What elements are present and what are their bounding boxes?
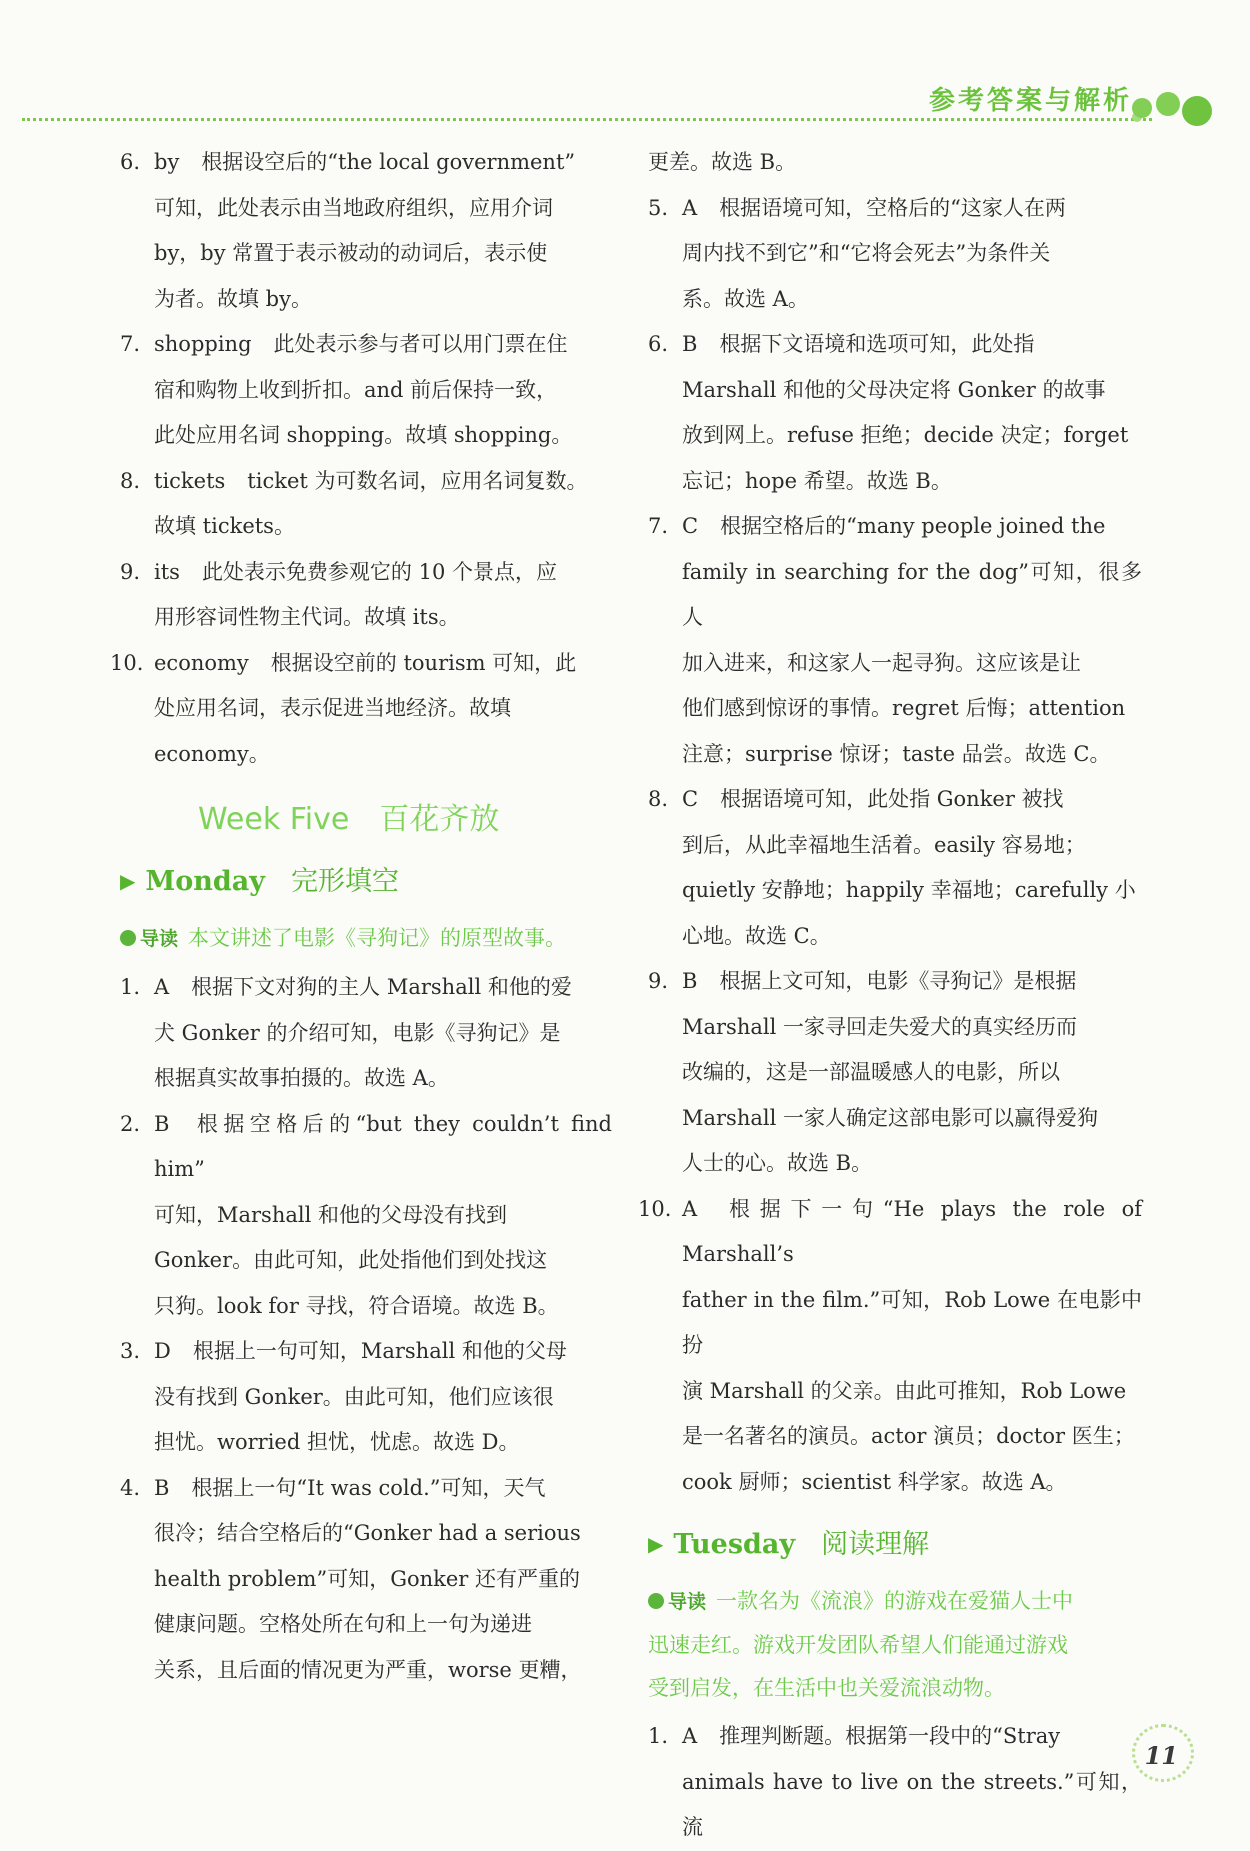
explanation-line: 是一名著名的演员。actor 演员；doctor 医生； — [682, 1424, 1135, 1448]
explanation-line: 关系，且后面的情况更为严重，worse 更糟， — [154, 1657, 582, 1682]
reading-guide-icon — [120, 930, 136, 946]
answer-item — [120, 459, 612, 550]
item-number: 7. — [120, 332, 141, 356]
guide-line: 迅速走红。游戏开发团队希望人们能通过游戏 — [648, 1633, 1068, 1658]
item-answer: A — [682, 1724, 698, 1749]
explanation-line: 没有找到 Gonker。由此可知，他们应该很 — [154, 1384, 554, 1409]
item-answer: A — [154, 975, 170, 1000]
answer-item — [110, 641, 612, 778]
explanation-line: 只狗。look for 寻找，符合语境。故选 B。 — [154, 1293, 559, 1318]
explanation-line: economy。 — [154, 741, 270, 766]
explanation-line: 改编的，这是一部温暖感人的电影，所以 — [682, 1060, 1060, 1084]
item-number: 8. — [648, 787, 669, 811]
explanation-line: by，by 常置于表示被动的动词后，表示使 — [154, 241, 548, 265]
explanation-line: 根据设空后的“the local government” — [201, 150, 576, 174]
answer-item — [648, 777, 1142, 959]
explanation-line: 可知，此处表示由当地政府组织，应用介词 — [154, 195, 553, 220]
tuesday-guide — [648, 1580, 1142, 1710]
decor-dot-icon — [1132, 98, 1152, 118]
explanation-line: Marshall 一家人确定这部电影可以赢得爱狗 — [682, 1105, 1098, 1130]
explanation-line: 根据真实故事拍摄的。故选 A。 — [154, 1066, 449, 1091]
explanation-line: 此处应用名词 shopping。故填 shopping。 — [154, 423, 573, 447]
explanation-line: 根据下文对狗的主人 Marshall 和他的爱 — [191, 975, 572, 1000]
explanation-line: ticket 为可数名词，应用名词复数。 — [247, 468, 588, 493]
item-number: 2. — [120, 1111, 141, 1136]
decor-dot-icon — [1156, 92, 1180, 116]
answer-item — [638, 1187, 1142, 1506]
explanation-line: 此处表示免费参观它的 10 个景点，应 — [201, 559, 558, 584]
item-answer: B — [682, 969, 698, 993]
explanation-line: 根据上文可知，电影《寻狗记》是根据 — [719, 969, 1077, 993]
item-number: 5. — [648, 195, 669, 220]
explanation-line: 根据下文语境和选项可知，此处指 — [719, 332, 1035, 356]
explanation-line: 演 Marshall 的父亲。由此可推知，Rob Lowe — [682, 1378, 1127, 1403]
item-answer: A — [682, 1196, 698, 1221]
answer-item — [648, 322, 1142, 504]
explanation-line: Marshall 和他的父母决定将 Gonker 的故事 — [682, 377, 1106, 402]
item-number: 9. — [648, 969, 669, 993]
triangle-icon: ▶ — [120, 869, 136, 893]
tuesday-heading — [648, 1523, 1142, 1566]
guide-label: 导读 — [668, 1591, 707, 1614]
item-number: 10. — [110, 650, 144, 675]
page-number: 11 — [1144, 1741, 1178, 1770]
left-column — [110, 140, 612, 1693]
answer-item — [648, 1714, 1142, 1851]
item-answer: A — [682, 195, 698, 220]
item-answer: tickets — [154, 468, 226, 493]
item-number: 1. — [648, 1724, 669, 1749]
explanation-line: 根据设空前的 tourism 可知，此 — [270, 650, 577, 675]
explanation-line: 根据下一句“He plays the role of Marshall’s — [682, 1196, 1142, 1266]
answer-item — [120, 1329, 612, 1466]
section-subtitle: 阅读理解 — [821, 1529, 930, 1560]
week-title: Week Five 百花齐放 — [198, 802, 500, 837]
answer-item — [120, 550, 612, 641]
monday-heading — [120, 860, 612, 903]
answer-item — [120, 965, 612, 1102]
explanation-line: 根据空格后的“many people joined the — [720, 514, 1106, 538]
item-answer: by — [154, 150, 180, 174]
explanation-line: 心地。故选 C。 — [682, 923, 831, 948]
item-number: 3. — [120, 1339, 141, 1364]
explanation-line: 根据上一句“It was cold.”可知，天气 — [191, 1475, 546, 1500]
guide-line: 一款名为《流浪》的游戏在爱猫人士中 — [716, 1589, 1074, 1614]
item-number: 9. — [120, 559, 141, 584]
explanation-line: 根据语境可知，空格后的“这家人在两 — [719, 195, 1066, 220]
explanation-line: 根据语境可知，此处指 Gonker 被找 — [720, 787, 1064, 811]
answer-item — [648, 959, 1142, 1187]
explanation-line: 周内找不到它”和“它将会死去”为条件关 — [682, 241, 1051, 265]
answer-item — [648, 186, 1142, 323]
right-column — [638, 140, 1142, 1851]
triangle-icon: ▶ — [648, 1532, 664, 1556]
item-answer: shopping — [154, 332, 252, 356]
explanation-line: 到后，从此幸福地生活着。easily 容易地； — [682, 832, 1086, 857]
explanation-line: 推理判断题。根据第一段中的“Stray — [719, 1724, 1061, 1749]
explanation-line: 人士的心。故选 B。 — [682, 1151, 873, 1175]
explanation-line: 他们感到惊讶的事情。regret 后悔；attention — [682, 696, 1126, 720]
answer-item — [120, 1102, 612, 1330]
item-answer: B — [154, 1111, 170, 1136]
explanation-line: 担忧。worried 担忧，忧虑。故选 D。 — [154, 1430, 520, 1455]
header-title: 参考答案与解析 — [928, 86, 1132, 116]
item-number: 4. — [120, 1475, 141, 1500]
item-answer: B — [154, 1475, 170, 1500]
explanation-line: 犬 Gonker 的介绍可知，电影《寻狗记》是 — [154, 1020, 561, 1045]
section-day: Tuesday — [673, 1529, 796, 1560]
answer-item — [120, 1466, 612, 1694]
item-answer: C — [682, 514, 699, 538]
answer-item — [120, 322, 612, 459]
guide-text: 本文讲述了电影《寻狗记》的原型故事。 — [188, 926, 567, 951]
guide-label: 导读 — [140, 928, 179, 951]
item-answer: economy — [154, 650, 249, 675]
explanation-line: 系。故选 A。 — [682, 286, 809, 311]
item-number: 10. — [638, 1196, 672, 1221]
item-number: 6. — [648, 332, 669, 356]
explanation-line: 加入进来，和这家人一起寻狗。这应该是让 — [682, 650, 1081, 675]
explanation-line: 很冷；结合空格后的“Gonker had a serious — [154, 1521, 581, 1546]
guide-line: 受到启发，在生活中也关爱流浪动物。 — [648, 1676, 1005, 1701]
explanation-line: 健康问题。空格处所在句和上一句为递进 — [154, 1612, 532, 1637]
item-answer: C — [682, 787, 699, 811]
item-answer: D — [154, 1339, 171, 1364]
explanation-line: family in searching for the dog”可知，很多人 — [682, 559, 1142, 629]
explanation-line: 用形容词性物主代词。故填 its。 — [154, 605, 460, 629]
explanation-line: animals have to live on the streets.”可知，流 — [682, 1769, 1142, 1840]
explanation-line: 注意；surprise 惊讶；taste 品尝。故选 C。 — [682, 741, 1111, 766]
explanation-line: quietly 安静地；happily 幸福地；carefully 小 — [682, 878, 1136, 902]
explanation-line: 宿和购物上收到折扣。and 前后保持一致， — [154, 377, 558, 402]
item-number: 1. — [120, 975, 141, 1000]
answer-item — [648, 504, 1142, 777]
explanation-line: cook 厨师；scientist 科学家。故选 A。 — [682, 1469, 1067, 1494]
explanation-line: father in the film.”可知，Rob Lowe 在电影中扮 — [682, 1287, 1142, 1357]
reading-guide-icon — [648, 1593, 664, 1609]
explanation-line: 处应用名词，表示促进当地经济。故填 — [154, 696, 511, 720]
item-answer: B — [682, 332, 698, 356]
monday-guide — [120, 917, 612, 961]
header-dotted-rule — [22, 118, 1152, 121]
explanation-line: Marshall 一家寻回走失爱犬的真实经历而 — [682, 1014, 1077, 1039]
explanation-line: 为者。故填 by。 — [154, 286, 312, 311]
continuation-text: 更差。故选 B。 — [648, 150, 797, 174]
explanation-line: 忘记；hope 希望。故选 B。 — [682, 468, 952, 493]
explanation-line: 此处表示参与者可以用门票在住 — [273, 332, 568, 356]
answer-item — [120, 140, 612, 322]
item-answer: its — [154, 559, 180, 584]
item-number: 8. — [120, 468, 141, 493]
explanation-line: 放到网上。refuse 拒绝；decide 决定；forget — [682, 423, 1129, 447]
item-number: 7. — [648, 514, 669, 538]
explanation-line: 可知，Marshall 和他的父母没有找到 — [154, 1202, 507, 1227]
explanation-line: Gonker。由此可知，此处指他们到处找这 — [154, 1248, 548, 1273]
explanation-line: 根据上一句可知，Marshall 和他的父母 — [192, 1339, 567, 1364]
item-number: 6. — [120, 150, 141, 174]
explanation-line: 根据空格后的“but they couldn’t find him” — [154, 1111, 612, 1182]
section-subtitle: 完形填空 — [290, 866, 399, 897]
explanation-line: 故填 tickets。 — [154, 514, 295, 538]
section-day: Monday — [145, 866, 265, 897]
decor-dot-icon — [1182, 96, 1212, 126]
explanation-line: health problem”可知，Gonker 还有严重的 — [154, 1566, 580, 1591]
